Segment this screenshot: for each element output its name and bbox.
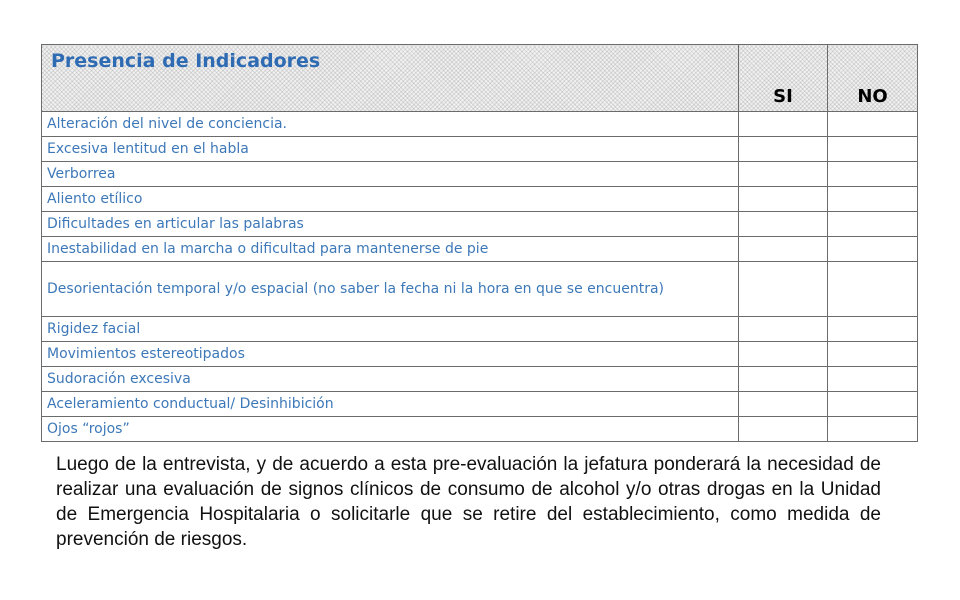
table-row xyxy=(42,162,918,187)
indicators-title: Presencia de Indicadores xyxy=(51,50,321,72)
no-checkbox-cell[interactable] xyxy=(828,187,918,212)
table-row xyxy=(42,137,918,162)
yes-checkbox-cell[interactable] xyxy=(739,162,828,187)
indicators-table xyxy=(41,44,918,442)
table-row xyxy=(42,187,918,212)
indicator-label: Dificultades en articular las palabras xyxy=(42,212,739,237)
table-row xyxy=(42,212,918,237)
indicator-label: Aliento etílico xyxy=(42,187,739,212)
no-checkbox-cell[interactable] xyxy=(828,237,918,262)
no-checkbox-cell[interactable] xyxy=(828,137,918,162)
yes-checkbox-cell[interactable] xyxy=(739,417,828,442)
yes-checkbox-cell[interactable] xyxy=(739,392,828,417)
yes-checkbox-cell[interactable] xyxy=(739,212,828,237)
yes-checkbox-cell[interactable] xyxy=(739,317,828,342)
no-checkbox-cell[interactable] xyxy=(828,367,918,392)
table-row xyxy=(42,342,918,367)
yes-checkbox-cell[interactable] xyxy=(739,187,828,212)
yes-checkbox-cell[interactable] xyxy=(739,367,828,392)
yes-checkbox-cell[interactable] xyxy=(739,237,828,262)
yes-checkbox-cell[interactable] xyxy=(739,137,828,162)
table-row xyxy=(42,417,918,442)
no-checkbox-cell[interactable] xyxy=(828,342,918,367)
header-row xyxy=(42,45,918,112)
no-checkbox-cell[interactable] xyxy=(828,262,918,317)
conclusion-paragraph: Luego de la entrevista, y de acuerdo a esta pre-evaluación la jefatura ponderará la necesidad de realizar una evaluación de signos clínicos de consumo de alcohol y/o otras drogas en la Unidad de Emergencia Hospitalaria o solicitarle que se retire del establecimiento, como medida de prevención de riesgos. xyxy=(56,454,881,550)
table-row xyxy=(42,112,918,137)
no-checkbox-cell[interactable] xyxy=(828,317,918,342)
indicator-label: Sudoración excesiva xyxy=(42,367,739,392)
table-row xyxy=(42,262,918,317)
table-row xyxy=(42,367,918,392)
table-row xyxy=(42,392,918,417)
indicator-label: Verborrea xyxy=(42,162,739,187)
indicator-label: Desorientación temporal y/o espacial (no saber la fecha ni la hora en que se encuentra) xyxy=(42,262,739,317)
yes-checkbox-cell[interactable] xyxy=(739,342,828,367)
indicators-header-cell xyxy=(42,45,739,112)
yes-column-header: SI xyxy=(739,45,828,112)
table-row xyxy=(42,317,918,342)
no-column-header: NO xyxy=(828,45,918,112)
yes-checkbox-cell[interactable] xyxy=(739,262,828,317)
indicator-label: Movimientos estereotipados xyxy=(42,342,739,367)
table-row xyxy=(42,237,918,262)
no-checkbox-cell[interactable] xyxy=(828,212,918,237)
indicator-label: Inestabilidad en la marcha o dificultad para mantenerse de pie xyxy=(42,237,739,262)
indicator-label: Excesiva lentitud en el habla xyxy=(42,137,739,162)
no-checkbox-cell[interactable] xyxy=(828,392,918,417)
no-checkbox-cell[interactable] xyxy=(828,162,918,187)
no-checkbox-cell[interactable] xyxy=(828,417,918,442)
indicator-label: Aceleramiento conductual/ Desinhibición xyxy=(42,392,739,417)
indicator-label: Rigidez facial xyxy=(42,317,739,342)
no-checkbox-cell[interactable] xyxy=(828,112,918,137)
indicator-label: Alteración del nivel de conciencia. xyxy=(42,112,739,137)
yes-checkbox-cell[interactable] xyxy=(739,112,828,137)
indicator-label: Ojos “rojos” xyxy=(42,417,739,442)
